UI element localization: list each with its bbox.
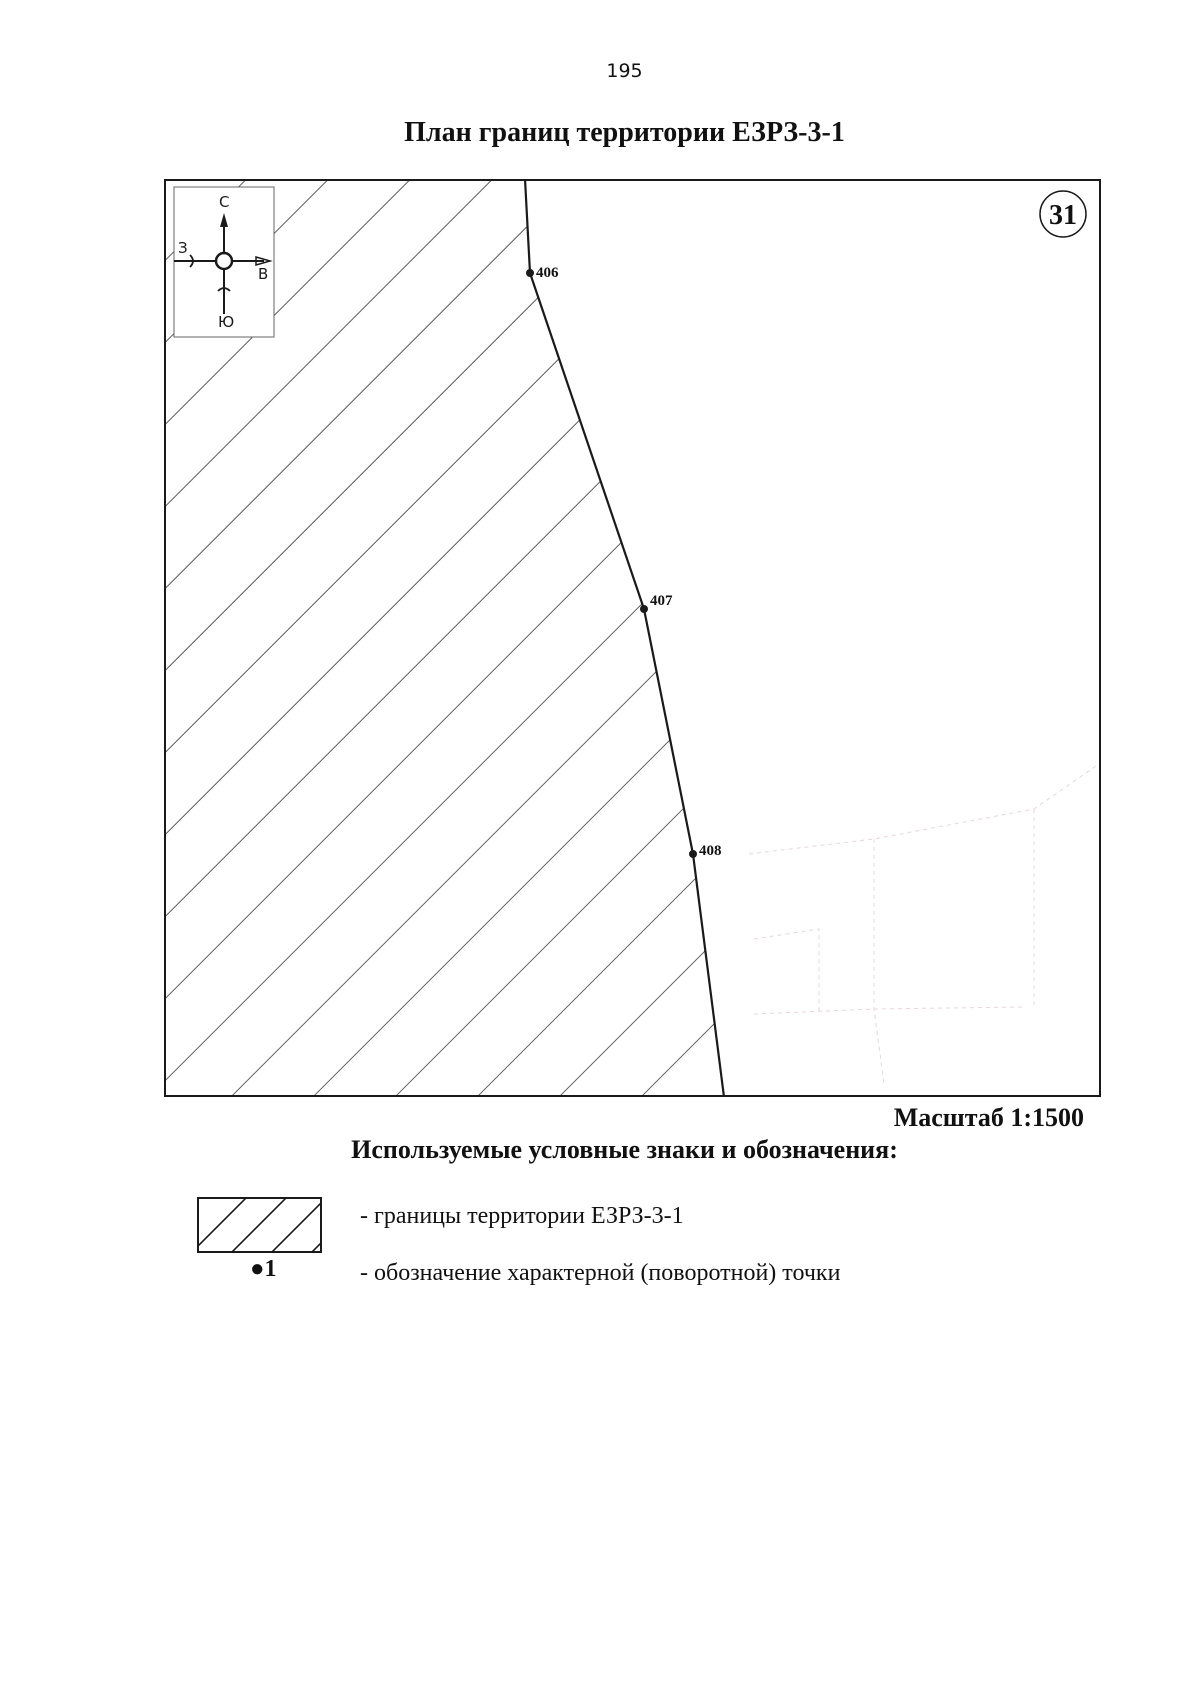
legend-hatch-symbol bbox=[197, 1197, 322, 1253]
compass-west-label: З bbox=[178, 239, 188, 257]
compass-south-label: Ю bbox=[218, 313, 235, 331]
compass-north-label: С bbox=[219, 193, 230, 211]
map-canvas bbox=[164, 179, 1101, 1097]
legend-point-symbol bbox=[250, 1256, 277, 1283]
page-number: 195 bbox=[606, 60, 643, 82]
point-label-407: 407 bbox=[650, 593, 673, 609]
point-label-408: 408 bbox=[699, 843, 722, 859]
map-scale: Масштаб 1:1500 bbox=[893, 1103, 1084, 1132]
point-dot-icon: ● bbox=[250, 1256, 265, 1282]
point-407 bbox=[640, 593, 673, 613]
point-label-406: 406 bbox=[536, 265, 559, 281]
sheet-number: 31 bbox=[1049, 200, 1077, 231]
legend-item-territory: - границы территории ЕЗРЗ-3-1 bbox=[360, 1203, 684, 1229]
compass-rose bbox=[174, 187, 274, 337]
legend-item-turning-point: - обозначение характерной (поворотной) точки bbox=[360, 1260, 841, 1286]
faint-parcel-lines bbox=[749, 764, 1099, 1084]
legend-point-label: 1 bbox=[264, 1256, 277, 1282]
point-408 bbox=[689, 843, 722, 859]
legend-title: Используемые условные знаки и обозначения: bbox=[351, 1135, 898, 1164]
territory-map bbox=[164, 179, 1101, 1097]
compass-east-label: В bbox=[258, 265, 269, 283]
sheet-number-badge bbox=[1040, 191, 1086, 237]
page-title: План границ территории ЕЗРЗ-3-1 bbox=[404, 117, 845, 148]
